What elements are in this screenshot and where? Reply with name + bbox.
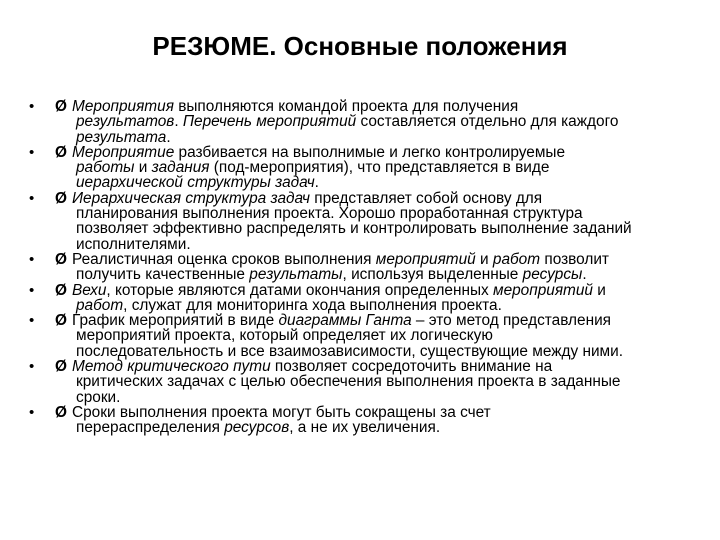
italic-term: Иерархическая структура задач [72, 189, 311, 207]
text-segment: – это метод представления [411, 312, 611, 330]
text-segment: (под-мероприятия), что представляется в виде [209, 159, 550, 177]
text-segment: и [134, 159, 152, 177]
italic-term: работы [76, 159, 135, 177]
arrow-bullet-icon: Ø [55, 312, 67, 330]
text-segment: перераспределения [76, 419, 225, 437]
text-line [76, 298, 720, 313]
text-segment: , служат для мониторинга хода выполнения проекта. [123, 296, 502, 314]
text-segment: . [314, 174, 319, 192]
text-segment: исполнителями. [76, 235, 191, 253]
arrow-bullet-icon: Ø [55, 281, 67, 299]
text-line [55, 405, 720, 420]
text-segment: выполняются командой проекта для получения [173, 98, 519, 115]
text-segment: , а не их увеличения. [289, 419, 441, 437]
arrow-bullet-icon: Ø [55, 143, 67, 161]
text-line [76, 206, 720, 221]
bullet-dot-icon: • [29, 189, 35, 207]
text-segment: получить качественные [76, 266, 250, 284]
text-segment: последовательность и все взаимозависимости, существующие между ними. [76, 342, 624, 360]
bullet-list [0, 99, 720, 436]
text-segment: , используя выделенные [342, 266, 523, 284]
text-segment: сроки. [76, 388, 121, 406]
text-segment: позволяет эффективно распределять и контролировать выполнение заданий [76, 220, 632, 238]
italic-term: Перечень мероприятий [182, 113, 357, 131]
italic-term: задания [151, 159, 210, 177]
list-item [0, 283, 720, 314]
list-item [0, 313, 720, 359]
text-segment: Реалистичная оценка сроков выполнения [72, 250, 376, 268]
italic-term: результатов [76, 113, 175, 131]
text-segment: . [166, 128, 171, 146]
bullet-dot-icon: • [29, 143, 35, 161]
text-segment: составляется отдельно для каждого [356, 113, 619, 131]
italic-term: Мероприятия [72, 98, 174, 115]
text-line [55, 359, 720, 374]
italic-term: работ [492, 250, 541, 268]
text-line [76, 267, 720, 282]
text-segment: График мероприятий в виде [72, 312, 279, 330]
text-segment: Сроки выполнения проекта могут быть сокращены за счет [72, 403, 491, 421]
text-segment: . [582, 266, 587, 284]
text-line [76, 420, 720, 435]
italic-term: Вехи [72, 281, 107, 299]
italic-term: Мероприятие [72, 143, 175, 161]
italic-term: ресурсов [224, 419, 290, 437]
text-line [76, 175, 720, 190]
italic-term: диаграммы Ганта [278, 312, 412, 330]
bullet-dot-icon: • [29, 358, 35, 376]
text-segment: разбивается на выполнимые и легко контролируемые [174, 143, 566, 161]
text-line [76, 390, 720, 405]
italic-term: мероприятий [493, 281, 593, 299]
text-line [76, 114, 720, 129]
text-line [76, 237, 720, 252]
text-segment: и [593, 281, 606, 299]
text-line [55, 145, 720, 160]
italic-term: результаты [249, 266, 343, 284]
text-line [55, 191, 720, 206]
bullet-dot-icon: • [29, 312, 35, 330]
arrow-bullet-icon: Ø [55, 98, 67, 115]
text-line [55, 252, 720, 267]
arrow-bullet-icon: Ø [55, 403, 67, 421]
italic-term: результата [76, 128, 167, 146]
italic-term: иерархической структуры задач [76, 174, 315, 192]
italic-term: работ [76, 296, 124, 314]
list-item [0, 405, 720, 436]
text-segment: позволит [540, 250, 609, 268]
list-item [0, 191, 720, 252]
bullet-dot-icon: • [29, 250, 35, 268]
list-item [0, 99, 720, 145]
arrow-bullet-icon: Ø [55, 189, 67, 207]
text-segment: . [174, 113, 183, 131]
text-segment: позволяет сосредоточить внимание на [270, 358, 553, 376]
slide-title: РЕЗЮМЕ. Основные положения [152, 31, 568, 61]
list-item [0, 145, 720, 191]
text-line [76, 221, 720, 236]
list-item [0, 359, 720, 405]
text-line [55, 283, 720, 298]
arrow-bullet-icon: Ø [55, 250, 67, 268]
text-segment: представляет собой основу для [310, 189, 543, 207]
text-line [76, 328, 720, 343]
text-segment: критических задачах с целью обеспечения выполнения проекта в заданные [76, 373, 621, 391]
list-item [0, 252, 720, 283]
bullet-dot-icon: • [29, 98, 35, 115]
bullet-dot-icon: • [29, 403, 35, 421]
text-line [76, 160, 720, 175]
text-line [76, 374, 720, 389]
bullet-dot-icon: • [29, 281, 35, 299]
text-line [55, 99, 720, 114]
text-line [76, 344, 720, 359]
text-line [55, 313, 720, 328]
text-segment: , которые являются датами окончания определенных [106, 281, 494, 299]
italic-term: Метод критического пути [72, 358, 271, 376]
arrow-bullet-icon: Ø [55, 358, 67, 376]
italic-term: ресурсы [522, 266, 583, 284]
text-segment: планирования выполнения проекта. Хорошо проработанная структура [76, 205, 583, 223]
text-line [76, 130, 720, 145]
text-segment: мероприятий проекта, который определяет их логическую [76, 327, 493, 345]
text-segment: и [475, 250, 493, 268]
italic-term: мероприятий [375, 250, 476, 268]
